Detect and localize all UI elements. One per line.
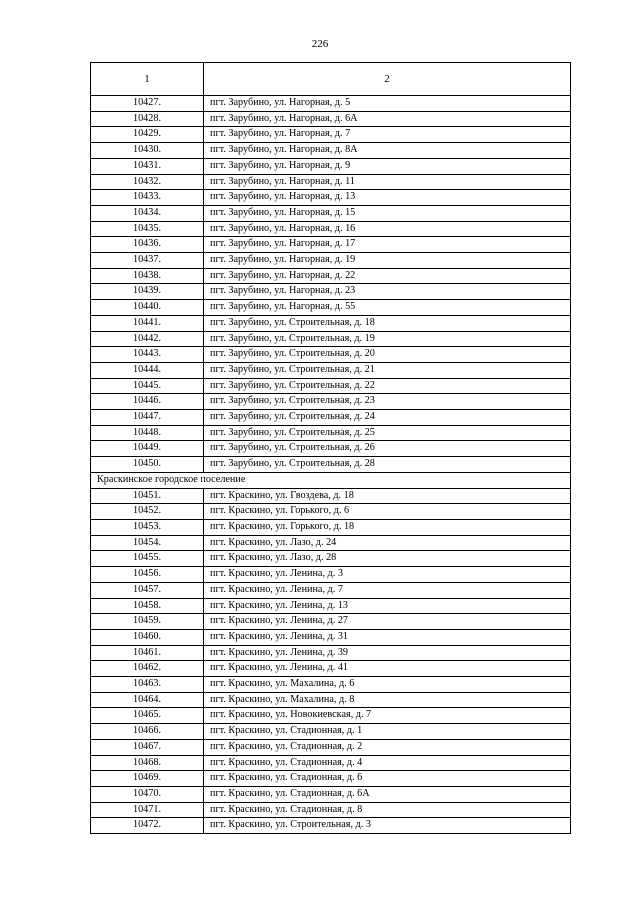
row-number-cell: 10430. bbox=[91, 143, 204, 159]
row-number-cell: 10462. bbox=[91, 661, 204, 677]
row-number-cell: 10452. bbox=[91, 504, 204, 520]
table-row bbox=[91, 174, 571, 190]
row-number-cell: 10438. bbox=[91, 268, 204, 284]
address-cell: пгт. Краскино, ул. Стадионная, д. 4 bbox=[204, 755, 571, 771]
address-cell: пгт. Краскино, ул. Ленина, д. 3 bbox=[204, 567, 571, 583]
table-row bbox=[91, 582, 571, 598]
row-number-cell: 10435. bbox=[91, 221, 204, 237]
address-cell: пгт. Краскино, ул. Стадионная, д. 6 bbox=[204, 771, 571, 787]
address-cell: пгт. Зарубино, ул. Нагорная, д. 15 bbox=[204, 205, 571, 221]
row-number-cell: 10471. bbox=[91, 802, 204, 818]
address-cell: пгт. Зарубино, ул. Нагорная, д. 11 bbox=[204, 174, 571, 190]
table-row bbox=[91, 708, 571, 724]
row-number-cell: 10465. bbox=[91, 708, 204, 724]
row-number-cell: 10463. bbox=[91, 677, 204, 693]
row-number-cell: 10439. bbox=[91, 284, 204, 300]
table-row bbox=[91, 802, 571, 818]
table-row bbox=[91, 457, 571, 473]
row-number-cell: 10436. bbox=[91, 237, 204, 253]
row-number-cell: 10459. bbox=[91, 614, 204, 630]
row-number-cell: 10457. bbox=[91, 582, 204, 598]
row-number-cell: 10434. bbox=[91, 205, 204, 221]
row-number-cell: 10449. bbox=[91, 441, 204, 457]
address-cell: пгт. Зарубино, ул. Строительная, д. 21 bbox=[204, 362, 571, 378]
table-row bbox=[91, 614, 571, 630]
address-cell: пгт. Краскино, ул. Строительная, д. 3 bbox=[204, 818, 571, 834]
row-number-cell: 10447. bbox=[91, 410, 204, 426]
row-number-cell: 10472. bbox=[91, 818, 204, 834]
page-number: 226 bbox=[311, 38, 329, 50]
address-cell: пгт. Краскино, ул. Ленина, д. 13 bbox=[204, 598, 571, 614]
table-row bbox=[91, 362, 571, 378]
address-cell: пгт. Зарубино, ул. Строительная, д. 26 bbox=[204, 441, 571, 457]
address-cell: пгт. Краскино, ул. Лазо, д. 24 bbox=[204, 535, 571, 551]
address-cell: пгт. Краскино, ул. Ленина, д. 27 bbox=[204, 614, 571, 630]
table-row bbox=[91, 221, 571, 237]
table-row bbox=[91, 96, 571, 112]
address-cell: пгт. Краскино, ул. Гвоздева, д. 18 bbox=[204, 488, 571, 504]
table-row bbox=[91, 237, 571, 253]
table-row bbox=[91, 127, 571, 143]
table-row bbox=[91, 645, 571, 661]
address-cell: пгт. Зарубино, ул. Строительная, д. 23 bbox=[204, 394, 571, 410]
table-row bbox=[91, 268, 571, 284]
table-row bbox=[91, 488, 571, 504]
address-cell: пгт. Зарубино, ул. Нагорная, д. 55 bbox=[204, 300, 571, 316]
table-row bbox=[91, 818, 571, 834]
address-cell: пгт. Краскино, ул. Ленина, д. 31 bbox=[204, 629, 571, 645]
table-row bbox=[91, 394, 571, 410]
table-row bbox=[91, 284, 571, 300]
table-row bbox=[91, 425, 571, 441]
table-row bbox=[91, 598, 571, 614]
row-number-cell: 10432. bbox=[91, 174, 204, 190]
address-cell: пгт. Краскино, ул. Горького, д. 18 bbox=[204, 519, 571, 535]
table-row bbox=[91, 677, 571, 693]
address-cell: пгт. Зарубино, ул. Нагорная, д. 23 bbox=[204, 284, 571, 300]
table-header-row bbox=[91, 63, 571, 96]
address-cell: пгт. Зарубино, ул. Строительная, д. 24 bbox=[204, 410, 571, 426]
table-row bbox=[91, 755, 571, 771]
address-cell: пгт. Зарубино, ул. Строительная, д. 19 bbox=[204, 331, 571, 347]
section-heading: Краскинское городское поселение bbox=[91, 472, 571, 488]
table-row bbox=[91, 300, 571, 316]
table-row bbox=[91, 535, 571, 551]
row-number-cell: 10461. bbox=[91, 645, 204, 661]
row-number-cell: 10433. bbox=[91, 190, 204, 206]
address-cell: пгт. Зарубино, ул. Нагорная, д. 17 bbox=[204, 237, 571, 253]
address-cell: пгт. Зарубино, ул. Нагорная, д. 6А bbox=[204, 111, 571, 127]
table-row bbox=[91, 519, 571, 535]
address-cell: пгт. Краскино, ул. Махалина, д. 6 bbox=[204, 677, 571, 693]
address-cell: пгт. Краскино, ул. Новокиевская, д. 7 bbox=[204, 708, 571, 724]
table-row bbox=[91, 629, 571, 645]
address-cell: пгт. Зарубино, ул. Нагорная, д. 16 bbox=[204, 221, 571, 237]
row-number-cell: 10470. bbox=[91, 786, 204, 802]
row-number-cell: 10455. bbox=[91, 551, 204, 567]
row-number-cell: 10437. bbox=[91, 253, 204, 269]
table-row bbox=[91, 441, 571, 457]
header-cell-address: 2 bbox=[204, 63, 571, 96]
row-number-cell: 10468. bbox=[91, 755, 204, 771]
row-number-cell: 10443. bbox=[91, 347, 204, 363]
address-cell: пгт. Зарубино, ул. Строительная, д. 18 bbox=[204, 315, 571, 331]
row-number-cell: 10454. bbox=[91, 535, 204, 551]
address-cell: пгт. Краскино, ул. Стадионная, д. 1 bbox=[204, 724, 571, 740]
row-number-cell: 10460. bbox=[91, 629, 204, 645]
row-number-cell: 10427. bbox=[91, 96, 204, 112]
table-row bbox=[91, 567, 571, 583]
table-row bbox=[91, 786, 571, 802]
address-cell: пгт. Зарубино, ул. Нагорная, д. 22 bbox=[204, 268, 571, 284]
row-number-cell: 10440. bbox=[91, 300, 204, 316]
row-number-cell: 10453. bbox=[91, 519, 204, 535]
address-cell: пгт. Краскино, ул. Ленина, д. 7 bbox=[204, 582, 571, 598]
address-cell: пгт. Краскино, ул. Ленина, д. 39 bbox=[204, 645, 571, 661]
table-row bbox=[91, 378, 571, 394]
row-number-cell: 10458. bbox=[91, 598, 204, 614]
table-row bbox=[91, 771, 571, 787]
table-row bbox=[91, 158, 571, 174]
address-cell: пгт. Краскино, ул. Стадионная, д. 2 bbox=[204, 739, 571, 755]
row-number-cell: 10444. bbox=[91, 362, 204, 378]
table-row bbox=[91, 205, 571, 221]
table-row bbox=[91, 410, 571, 426]
row-number-cell: 10467. bbox=[91, 739, 204, 755]
section-heading-row bbox=[91, 472, 571, 488]
address-cell: пгт. Зарубино, ул. Нагорная, д. 13 bbox=[204, 190, 571, 206]
address-cell: пгт. Зарубино, ул. Нагорная, д. 5 bbox=[204, 96, 571, 112]
address-cell: пгт. Зарубино, ул. Строительная, д. 28 bbox=[204, 457, 571, 473]
table-row bbox=[91, 724, 571, 740]
row-number-cell: 10445. bbox=[91, 378, 204, 394]
address-cell: пгт. Краскино, ул. Стадионная, д. 8 bbox=[204, 802, 571, 818]
row-number-cell: 10464. bbox=[91, 692, 204, 708]
row-number-cell: 10466. bbox=[91, 724, 204, 740]
address-cell: пгт. Зарубино, ул. Нагорная, д. 9 bbox=[204, 158, 571, 174]
address-cell: пгт. Краскино, ул. Лазо, д. 28 bbox=[204, 551, 571, 567]
table-row bbox=[91, 315, 571, 331]
address-cell: пгт. Зарубино, ул. Нагорная, д. 19 bbox=[204, 253, 571, 269]
row-number-cell: 10429. bbox=[91, 127, 204, 143]
address-table bbox=[90, 62, 571, 834]
table-row bbox=[91, 331, 571, 347]
address-cell: пгт. Краскино, ул. Махалина, д. 8 bbox=[204, 692, 571, 708]
table-row bbox=[91, 253, 571, 269]
table-row bbox=[91, 143, 571, 159]
table-row bbox=[91, 692, 571, 708]
address-cell: пгт. Зарубино, ул. Строительная, д. 20 bbox=[204, 347, 571, 363]
address-cell: пгт. Зарубино, ул. Нагорная, д. 8А bbox=[204, 143, 571, 159]
table-row bbox=[91, 347, 571, 363]
table-row bbox=[91, 739, 571, 755]
table-row bbox=[91, 111, 571, 127]
address-cell: пгт. Краскино, ул. Ленина, д. 41 bbox=[204, 661, 571, 677]
row-number-cell: 10456. bbox=[91, 567, 204, 583]
address-cell: пгт. Зарубино, ул. Нагорная, д. 7 bbox=[204, 127, 571, 143]
table-row bbox=[91, 190, 571, 206]
row-number-cell: 10431. bbox=[91, 158, 204, 174]
address-cell: пгт. Краскино, ул. Стадионная, д. 6А bbox=[204, 786, 571, 802]
header-cell-number: 1 bbox=[91, 63, 204, 96]
address-cell: пгт. Зарубино, ул. Строительная, д. 22 bbox=[204, 378, 571, 394]
row-number-cell: 10442. bbox=[91, 331, 204, 347]
table-row bbox=[91, 504, 571, 520]
row-number-cell: 10446. bbox=[91, 394, 204, 410]
row-number-cell: 10441. bbox=[91, 315, 204, 331]
table-body bbox=[91, 63, 571, 834]
table-row bbox=[91, 661, 571, 677]
row-number-cell: 10428. bbox=[91, 111, 204, 127]
address-cell: пгт. Краскино, ул. Горького, д. 6 bbox=[204, 504, 571, 520]
row-number-cell: 10450. bbox=[91, 457, 204, 473]
address-cell: пгт. Зарубино, ул. Строительная, д. 25 bbox=[204, 425, 571, 441]
row-number-cell: 10451. bbox=[91, 488, 204, 504]
row-number-cell: 10448. bbox=[91, 425, 204, 441]
table-row bbox=[91, 551, 571, 567]
row-number-cell: 10469. bbox=[91, 771, 204, 787]
